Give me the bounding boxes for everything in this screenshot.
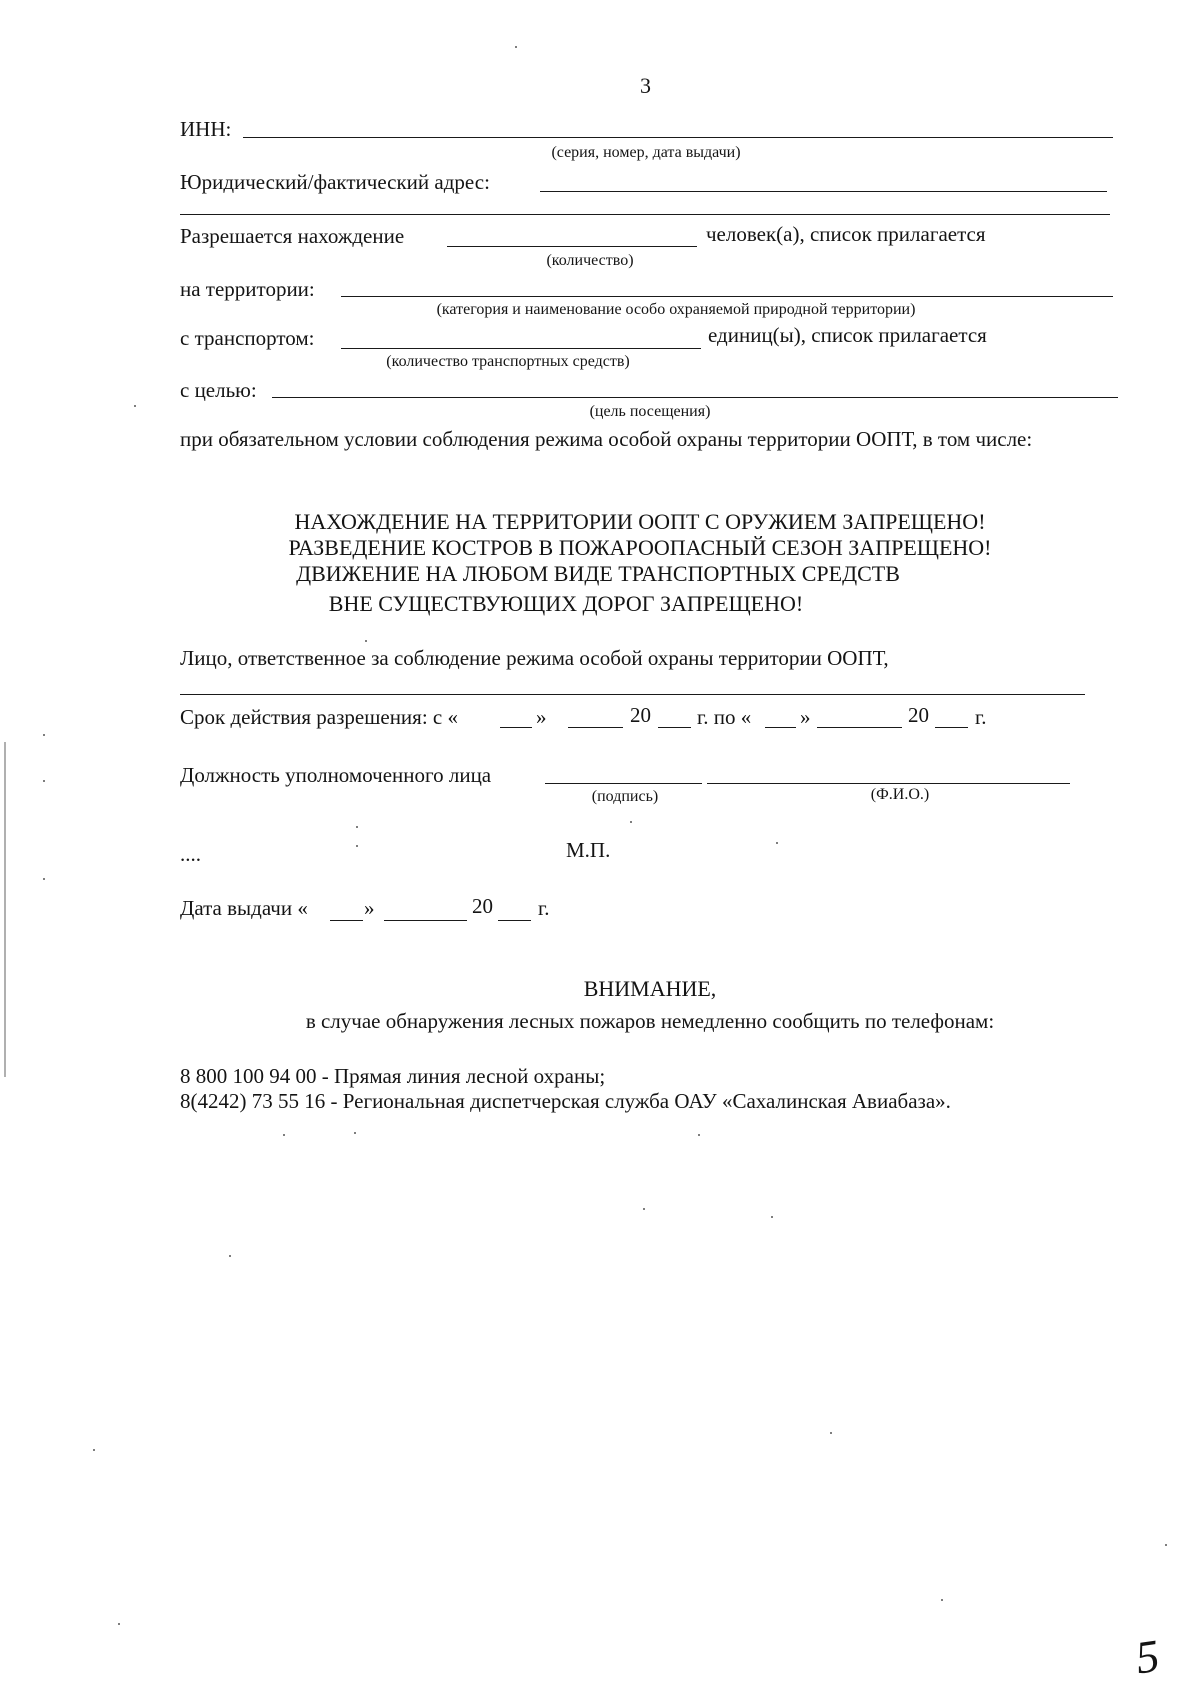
inn-field[interactable] xyxy=(243,137,1113,138)
scan-speck xyxy=(134,405,136,407)
scan-speck xyxy=(1165,1544,1167,1546)
validity-close-quote-2: » xyxy=(800,705,811,729)
validity-year-1: 20 xyxy=(630,703,651,727)
warning-fires: РАЗВЕДЕНИЕ КОСТРОВ В ПОЖАРООПАСНЫЙ СЕЗОН ЗАПРЕЩЕНО! xyxy=(288,535,992,560)
issue-day-field[interactable] xyxy=(330,920,363,921)
address-field[interactable] xyxy=(540,191,1107,192)
validity-from-month-field[interactable] xyxy=(568,727,623,728)
issue-month-field[interactable] xyxy=(384,920,467,921)
signature-caption: (подпись) xyxy=(591,788,659,805)
phone-line-forest-guard: 8 800 100 94 00 - Прямая линия лесной охраны; xyxy=(180,1064,606,1088)
scan-speck xyxy=(698,1134,700,1136)
persons-caption: (количество) xyxy=(546,252,634,269)
handwritten-page-mark: 5 xyxy=(1132,1629,1163,1684)
validity-mid: г. по « xyxy=(697,705,752,729)
address-field-line2[interactable] xyxy=(180,214,1110,215)
warning-roads: ВНЕ СУЩЕСТВУЮЩИХ ДОРОГ ЗАПРЕЩЕНО! xyxy=(328,591,804,616)
issue-date-label: Дата выдачи « xyxy=(180,896,308,920)
official-label: Должность уполномоченного лица xyxy=(180,763,492,787)
validity-to-year-field[interactable] xyxy=(935,727,968,728)
official-name-caption: (Ф.И.О.) xyxy=(870,786,930,803)
inn-caption: (серия, номер, дата выдачи) xyxy=(551,144,741,161)
left-edge-scan-mark xyxy=(4,742,6,1077)
condition-text: при обязательном условии соблюдения режима особой охраны территории ООПТ, в том числе: xyxy=(180,427,1033,451)
scan-speck xyxy=(356,826,358,828)
validity-from-day-field[interactable] xyxy=(500,727,532,728)
territory-field[interactable] xyxy=(341,296,1113,297)
signature-field[interactable] xyxy=(545,783,702,784)
validity-close-quote-1: » xyxy=(536,705,547,729)
warning-weapons: НАХОЖДЕНИЕ НА ТЕРРИТОРИИ ООПТ С ОРУЖИЕМ ЗАПРЕЩЕНО! xyxy=(294,509,986,534)
phone-line-dispatch: 8(4242) 73 55 16 - Региональная диспетчерская служба ОАУ «Сахалинская Авиабаза». xyxy=(180,1089,951,1113)
scan-speck xyxy=(43,734,45,736)
inn-label: ИНН: xyxy=(180,117,232,141)
scan-speck xyxy=(941,1599,943,1601)
official-name-field[interactable] xyxy=(707,783,1070,784)
attention-text: в случае обнаружения лесных пожаров немедленно сообщить по телефонам: xyxy=(305,1009,995,1033)
responsible-field[interactable] xyxy=(180,694,1085,695)
issue-date-end: г. xyxy=(538,896,550,920)
scan-speck xyxy=(93,1449,95,1451)
validity-to-month-field[interactable] xyxy=(817,727,902,728)
purpose-field[interactable] xyxy=(272,397,1118,398)
persons-suffix: человек(а), список прилагается xyxy=(706,222,986,246)
transport-suffix: единиц(ы), список прилагается xyxy=(708,323,987,347)
validity-label: Срок действия разрешения: с « xyxy=(180,705,458,729)
scan-speck xyxy=(643,1208,645,1210)
scan-speck xyxy=(515,46,517,48)
scan-speck xyxy=(283,1134,285,1136)
scan-speck xyxy=(630,821,632,823)
transport-count-field[interactable] xyxy=(341,348,701,349)
attention-title: ВНИМАНИЕ, xyxy=(583,976,717,1001)
warning-transport: ДВИЖЕНИЕ НА ЛЮБОМ ВИДЕ ТРАНСПОРТНЫХ СРЕДСТВ xyxy=(296,561,900,586)
scan-speck xyxy=(43,878,45,880)
issue-close-quote: » xyxy=(364,896,375,920)
scan-speck xyxy=(356,845,358,847)
scan-speck xyxy=(229,1255,231,1257)
issue-year: 20 xyxy=(472,894,493,918)
scan-speck xyxy=(776,842,778,844)
validity-end: г. xyxy=(975,705,987,729)
scan-speck xyxy=(830,1432,832,1434)
stamp-dots: .... xyxy=(180,842,201,866)
address-label: Юридический/фактический адрес: xyxy=(180,170,490,194)
validity-to-day-field[interactable] xyxy=(765,727,796,728)
issue-year-field[interactable] xyxy=(498,920,531,921)
scan-speck xyxy=(354,1132,356,1134)
territory-caption: (категория и наименование особо охраняемой природной территории) xyxy=(436,301,916,318)
persons-count-field[interactable] xyxy=(447,246,697,247)
purpose-label: с целью: xyxy=(180,378,257,402)
scan-speck xyxy=(118,1623,120,1625)
transport-label: с транспортом: xyxy=(180,326,315,350)
territory-label: на территории: xyxy=(180,277,315,301)
responsible-label: Лицо, ответственное за соблюдение режима особой охраны территории ООПТ, xyxy=(180,646,889,670)
scan-speck xyxy=(771,1216,773,1218)
scan-speck xyxy=(365,640,367,642)
persons-label: Разрешается нахождение xyxy=(180,224,405,248)
transport-caption: (количество транспортных средств) xyxy=(386,353,630,370)
validity-year-2: 20 xyxy=(908,703,929,727)
stamp-label: М.П. xyxy=(566,838,611,862)
purpose-caption: (цель посещения) xyxy=(589,403,711,420)
page-number: 3 xyxy=(640,73,651,98)
validity-from-year-field[interactable] xyxy=(658,727,691,728)
scan-speck xyxy=(43,780,45,782)
